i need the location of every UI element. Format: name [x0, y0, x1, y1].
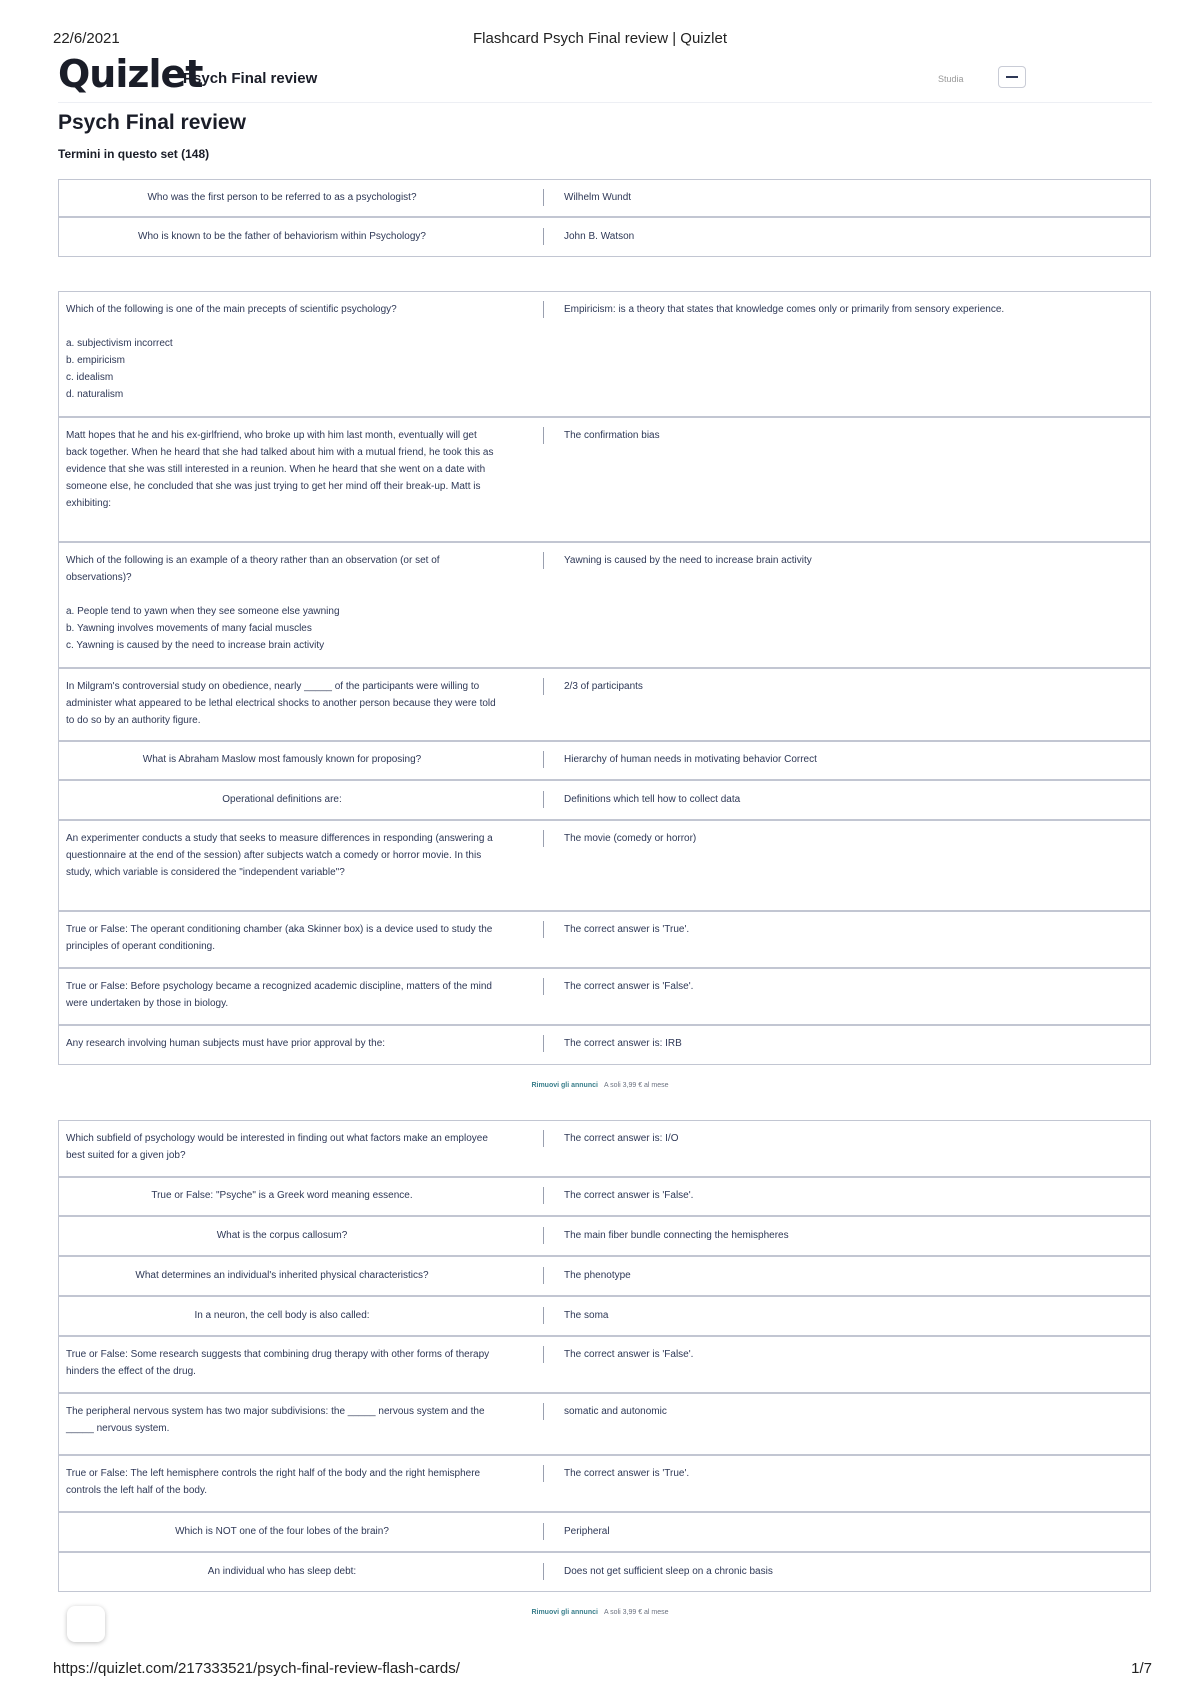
card-definition: The correct answer is 'True'. — [564, 924, 690, 935]
remove-ads-link[interactable]: Rimuovi gli annunci — [531, 1609, 598, 1616]
flashcard-row — [58, 1552, 1151, 1592]
remove-ads-link[interactable]: Rimuovi gli annunci — [531, 1082, 598, 1089]
card-divider — [543, 1346, 544, 1363]
floating-action-button[interactable] — [67, 1606, 105, 1642]
card-divider — [543, 830, 544, 847]
card-divider — [543, 1035, 544, 1052]
card-term: True or False: "Psyche" is a Greek word meaning essence. — [151, 1190, 413, 1201]
card-divider — [543, 427, 544, 444]
more-options-button[interactable] — [998, 66, 1026, 88]
card-divider — [543, 301, 544, 318]
card-divider — [543, 552, 544, 569]
card-divider — [543, 791, 544, 808]
card-definition: Empiricism: is a theory that states that knowledge comes only or primarily from sensory experience. — [564, 304, 1005, 315]
promo-price: A soli 3,99 € al mese — [603, 1082, 669, 1089]
flashcard-row — [58, 820, 1151, 911]
card-term: True or False: The left hemisphere controls the right half of the body and the right hemisphere controls the left half of the body. — [66, 1468, 481, 1496]
card-term: In Milgram's controversial study on obedience, nearly _____ of the participants were willing to administer what appeared to be lethal electrical shocks to another person because they were told to do so by an authority figure. — [66, 681, 496, 726]
card-definition: The correct answer is: I/O — [564, 1133, 679, 1144]
card-divider — [543, 189, 544, 206]
flashcard-row — [58, 291, 1151, 417]
card-term: What is Abraham Maslow most famously known for proposing? — [142, 754, 422, 765]
brand-header — [58, 52, 1152, 103]
card-definition: John B. Watson — [564, 231, 635, 242]
card-term: An experimenter conducts a study that seeks to measure differences in responding (answering a questionnaire at the end of the session) after subjects watch a comedy or horror movie. In this study, which variable is considered the "independent variable"? — [66, 833, 493, 878]
term-count: Termini in questo set (148) — [58, 147, 210, 161]
card-definition: Definitions which tell how to collect data — [564, 794, 741, 805]
study-button[interactable]: Studia — [938, 74, 964, 84]
flashcard-row — [58, 1336, 1151, 1393]
flashcard-row — [58, 1256, 1151, 1296]
card-definition: The phenotype — [564, 1270, 631, 1281]
card-divider — [543, 1130, 544, 1147]
flashcard-row — [58, 1393, 1151, 1455]
card-definition: The confirmation bias — [564, 430, 660, 441]
flashcard-row — [58, 780, 1151, 820]
card-definition: Yawning is caused by the need to increase brain activity — [564, 555, 812, 566]
page-number: 1/7 — [1131, 1660, 1152, 1677]
card-term: Any research involving human subjects must have prior approval by the: — [66, 1038, 386, 1049]
header-set-name: Psych Final review — [183, 70, 318, 87]
footer-url: https://quizlet.com/217333521/psych-final-review-flash-cards/ — [53, 1660, 460, 1677]
card-definition: Peripheral — [564, 1526, 610, 1537]
flashcard-row — [58, 1455, 1151, 1512]
ad-removal-promo — [0, 1082, 1200, 1089]
card-definition: The movie (comedy or horror) — [564, 833, 697, 844]
card-term: Who was the first person to be referred to as a psychologist? — [147, 192, 417, 203]
flashcard-row — [58, 542, 1151, 668]
card-term: Which is NOT one of the four lobes of the brain? — [175, 1526, 389, 1537]
card-term: Which of the following is one of the main precepts of scientific psychology? a. subjectivism incorrect b. empiricism c. idealism d. naturalism — [66, 304, 397, 400]
card-definition: Does not get sufficient sleep on a chronic basis — [564, 1566, 773, 1577]
flashcard-row — [58, 417, 1151, 542]
flashcard-row — [58, 911, 1151, 968]
card-definition: The main fiber bundle connecting the hemispheres — [564, 1230, 789, 1241]
card-term: True or False: Before psychology became a recognized academic discipline, matters of the mind were undertaken by those in biology. — [66, 981, 492, 1009]
card-term: Matt hopes that he and his ex-girlfriend, who broke up with him last month, eventually will get back together. When he heard that she had talked about him with a mutual friend, he took this as evidence that she was still interested in a reunion. When he heard that she went on a date with someone else, he concluded that she was just trying to get her mind off their break-up. Matt is exhibiting: — [66, 430, 494, 509]
card-divider — [543, 678, 544, 695]
card-divider — [543, 228, 544, 245]
flashcard-row — [58, 179, 1151, 217]
ad-removal-promo — [0, 1609, 1200, 1616]
card-divider — [543, 1307, 544, 1324]
card-definition: 2/3 of participants — [564, 681, 643, 692]
print-title: Flashcard Psych Final review | Quizlet — [473, 30, 727, 47]
flashcard-row — [58, 1025, 1151, 1065]
quizlet-logo[interactable]: Quizlet — [58, 52, 203, 96]
card-term: Which subfield of psychology would be interested in finding out what factors make an employee best suited for a given job? — [66, 1133, 488, 1161]
card-divider — [543, 1465, 544, 1482]
flashcard-row — [58, 1296, 1151, 1336]
card-definition: The correct answer is 'False'. — [564, 1190, 694, 1201]
minus-icon — [1006, 76, 1018, 78]
promo-price: A soli 3,99 € al mese — [603, 1609, 669, 1616]
card-term: In a neuron, the cell body is also called: — [194, 1310, 370, 1321]
card-definition: The correct answer is 'False'. — [564, 981, 694, 992]
card-term: Operational definitions are: — [222, 794, 342, 805]
print-header — [0, 30, 1200, 50]
card-divider — [543, 751, 544, 768]
flashcard-row — [58, 741, 1151, 780]
print-date: 22/6/2021 — [53, 30, 120, 47]
card-term: True or False: The operant conditioning chamber (aka Skinner box) is a device used to study the principles of operant conditioning. — [66, 924, 493, 952]
card-divider — [543, 1187, 544, 1204]
card-term: What is the corpus callosum? — [216, 1230, 348, 1241]
flashcard-row — [58, 1216, 1151, 1256]
flashcard-row — [58, 217, 1151, 257]
card-divider — [543, 1267, 544, 1284]
card-term: The peripheral nervous system has two major subdivisions: the _____ nervous system and the _____ nervous system. — [66, 1406, 485, 1434]
card-divider — [543, 1227, 544, 1244]
flashcard-row — [58, 968, 1151, 1025]
card-definition: somatic and autonomic — [564, 1406, 667, 1417]
card-definition: The soma — [564, 1310, 609, 1321]
flashcard-row — [58, 668, 1151, 741]
card-definition: The correct answer is 'True'. — [564, 1468, 690, 1479]
card-divider — [543, 1563, 544, 1580]
card-divider — [543, 978, 544, 995]
card-divider — [543, 921, 544, 938]
card-divider — [543, 1403, 544, 1420]
card-definition: Wilhelm Wundt — [564, 192, 632, 203]
card-definition: Hierarchy of human needs in motivating behavior Correct — [564, 754, 817, 765]
card-term: What determines an individual's inherited physical characteristics? — [135, 1270, 429, 1281]
card-term: Who is known to be the father of behaviorism within Psychology? — [138, 231, 426, 242]
flashcard-row — [58, 1177, 1151, 1216]
card-term: An individual who has sleep debt: — [207, 1566, 357, 1577]
card-divider — [543, 1523, 544, 1540]
flashcard-row — [58, 1512, 1151, 1552]
flashcard-row — [58, 1120, 1151, 1177]
card-definition: The correct answer is 'False'. — [564, 1349, 694, 1360]
card-term: True or False: Some research suggests that combining drug therapy with other forms of therapy hinders the effect of the drug. — [66, 1349, 490, 1377]
page-title: Psych Final review — [58, 111, 246, 134]
card-definition: The correct answer is: IRB — [564, 1038, 682, 1049]
card-term: Which of the following is an example of a theory rather than an observation (or set of observations)? a. People tend to yawn when they see someone else yawning b. Yawning involves movements of many facial muscles c. Yawning is caused by the need to increase brain activity — [66, 555, 440, 651]
